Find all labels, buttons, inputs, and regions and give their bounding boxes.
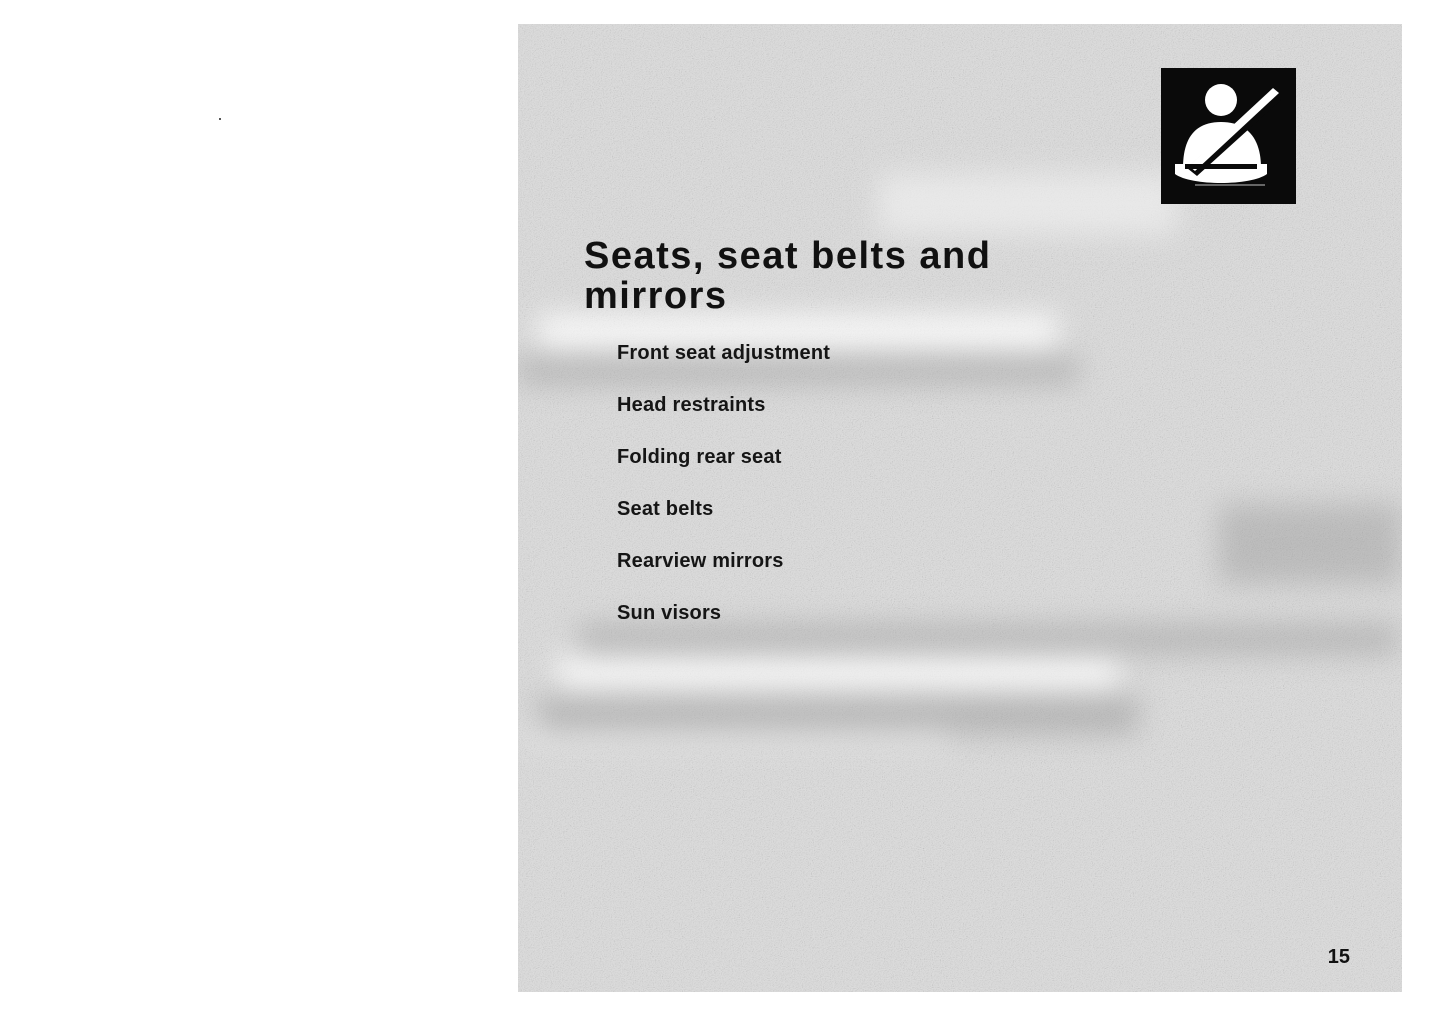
page-number: 15	[1327, 946, 1350, 968]
page-title: Seats, seat belts and mirrors	[584, 235, 992, 317]
seat-belt-icon	[1161, 68, 1296, 204]
list-item-head-restraints: Head restraints	[617, 394, 766, 416]
list-item-front-seat-adjustment: Front seat adjustment	[617, 342, 831, 364]
scan-speck	[219, 118, 221, 120]
list-item-sun-visors: Sun visors	[617, 602, 722, 624]
manual-page	[518, 24, 1402, 992]
list-item-rearview-mirrors: Rearview mirrors	[617, 550, 784, 572]
list-item-folding-rear-seat: Folding rear seat	[617, 446, 782, 468]
list-item-seat-belts: Seat belts	[617, 498, 714, 520]
contents-list	[617, 340, 830, 652]
